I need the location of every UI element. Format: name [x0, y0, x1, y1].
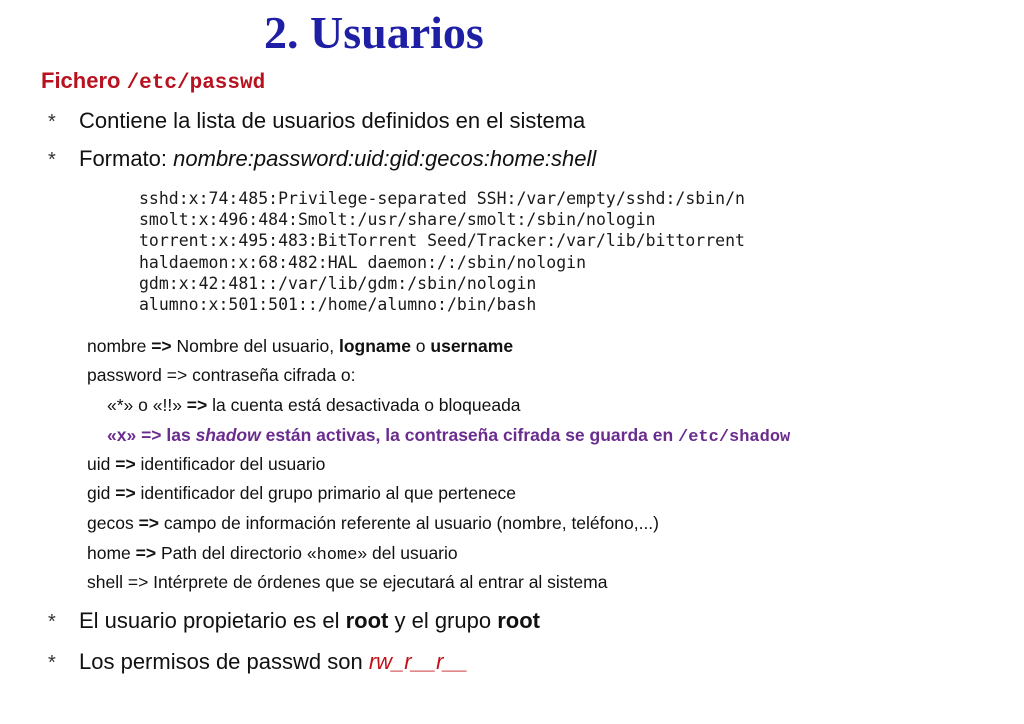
field-desc: Intérprete de órdenes que se ejecutará al entrar al sistema [148, 572, 608, 592]
field-home [87, 542, 458, 567]
field-desc-tail: del usuario [367, 543, 458, 563]
file-heading [41, 67, 265, 98]
bullet-format [48, 145, 596, 174]
field-key: «*» o «!!» [107, 395, 187, 415]
field-key: gecos [87, 513, 139, 533]
code-line: smolt:x:496:484:Smolt:/usr/share/smolt:/sbin/nologin [139, 210, 656, 230]
field-arrow: => [186, 395, 208, 415]
bullet-format-prefix: Formato: [79, 146, 174, 171]
code-line: haldaemon:x:68:482:HAL daemon:/:/sbin/nologin [139, 252, 587, 272]
field-arrow: => [166, 365, 188, 385]
bullet-text: El usuario propietario es el [79, 608, 346, 633]
bullet-text-mid: y el grupo [388, 608, 498, 633]
field-key: nombre [87, 336, 152, 356]
field-quote-close: » [357, 543, 368, 563]
field-key: «x» [107, 425, 142, 445]
bullet-marker: * [48, 149, 56, 171]
field-desc-tail: están activas, la contraseña cifrada se guarda en [260, 425, 679, 445]
field-key: shell [87, 572, 128, 592]
field-key: password [87, 365, 167, 385]
field-arrow: => [115, 454, 136, 474]
bullet-term-permissions: rw_r__r__ [368, 649, 468, 674]
field-term-logname: logname [338, 336, 411, 356]
file-heading-label: Fichero [41, 68, 127, 93]
file-heading-path: /etc/passwd [126, 72, 266, 95]
bullet-format-spec: nombre:password:uid:gid:gecos:home:shell [173, 146, 597, 171]
field-arrow: => [127, 572, 149, 592]
field-arrow: => [151, 336, 172, 356]
bullet-text: Los permisos de passwd son [79, 649, 369, 674]
page-title: 2. Usuarios [264, 7, 484, 58]
field-quote-open: « [306, 543, 317, 563]
bullet-term-group: root [497, 608, 540, 633]
field-desc: contraseña cifrada o: [187, 365, 356, 385]
field-uid [87, 453, 325, 475]
bullet-marker: * [48, 111, 56, 133]
field-desc-mid: o [410, 336, 431, 356]
field-desc: identificador del usuario [135, 454, 326, 474]
field-desc: campo de información referente al usuario (nombre, teléfono,...) [159, 513, 659, 533]
field-gid [87, 482, 516, 504]
field-arrow: => [138, 513, 160, 533]
field-term-home: home [316, 546, 358, 565]
field-path-shadow: /etc/shadow [678, 428, 791, 447]
field-shell [87, 571, 607, 593]
field-password-shadow [107, 424, 790, 449]
field-key: home [87, 543, 136, 563]
field-desc: Nombre del usuario, [171, 336, 339, 356]
field-arrow: => [135, 543, 157, 563]
field-gecos [87, 512, 659, 534]
field-arrow: => [115, 483, 136, 503]
bullet-contents [48, 107, 585, 136]
bullet-permissions [48, 648, 468, 677]
field-arrow: => [141, 425, 162, 445]
field-key: gid [87, 483, 116, 503]
field-desc: Path del directorio [156, 543, 307, 563]
bullet-term-owner: root [345, 608, 389, 633]
bullet-marker: * [48, 611, 56, 633]
field-key: uid [87, 454, 116, 474]
field-nombre [87, 335, 513, 357]
field-password [87, 364, 356, 386]
field-term-shadow: shadow [195, 425, 261, 445]
bullet-marker: * [48, 652, 56, 674]
code-line: alumno:x:501:501::/home/alumno:/bin/bash [139, 295, 537, 315]
field-desc: identificador del grupo primario al que pertenece [135, 483, 517, 503]
code-line: torrent:x:495:483:BitTorrent Seed/Tracker:/var/lib/bittorrent [139, 231, 745, 251]
field-desc: la cuenta está desactivada o bloqueada [207, 395, 521, 415]
bullet-owner [48, 607, 540, 636]
field-password-locked [107, 394, 521, 416]
code-line: sshd:x:74:485:Privilege-separated SSH:/var/empty/sshd:/sbin/n [139, 189, 745, 208]
code-line: gdm:x:42:481::/var/lib/gdm:/sbin/nologin [139, 273, 537, 293]
field-desc: las [161, 425, 196, 445]
field-term-username: username [430, 336, 514, 356]
bullet-text: Contiene la lista de usuarios definidos en el sistema [79, 108, 586, 133]
passwd-sample [139, 188, 745, 315]
